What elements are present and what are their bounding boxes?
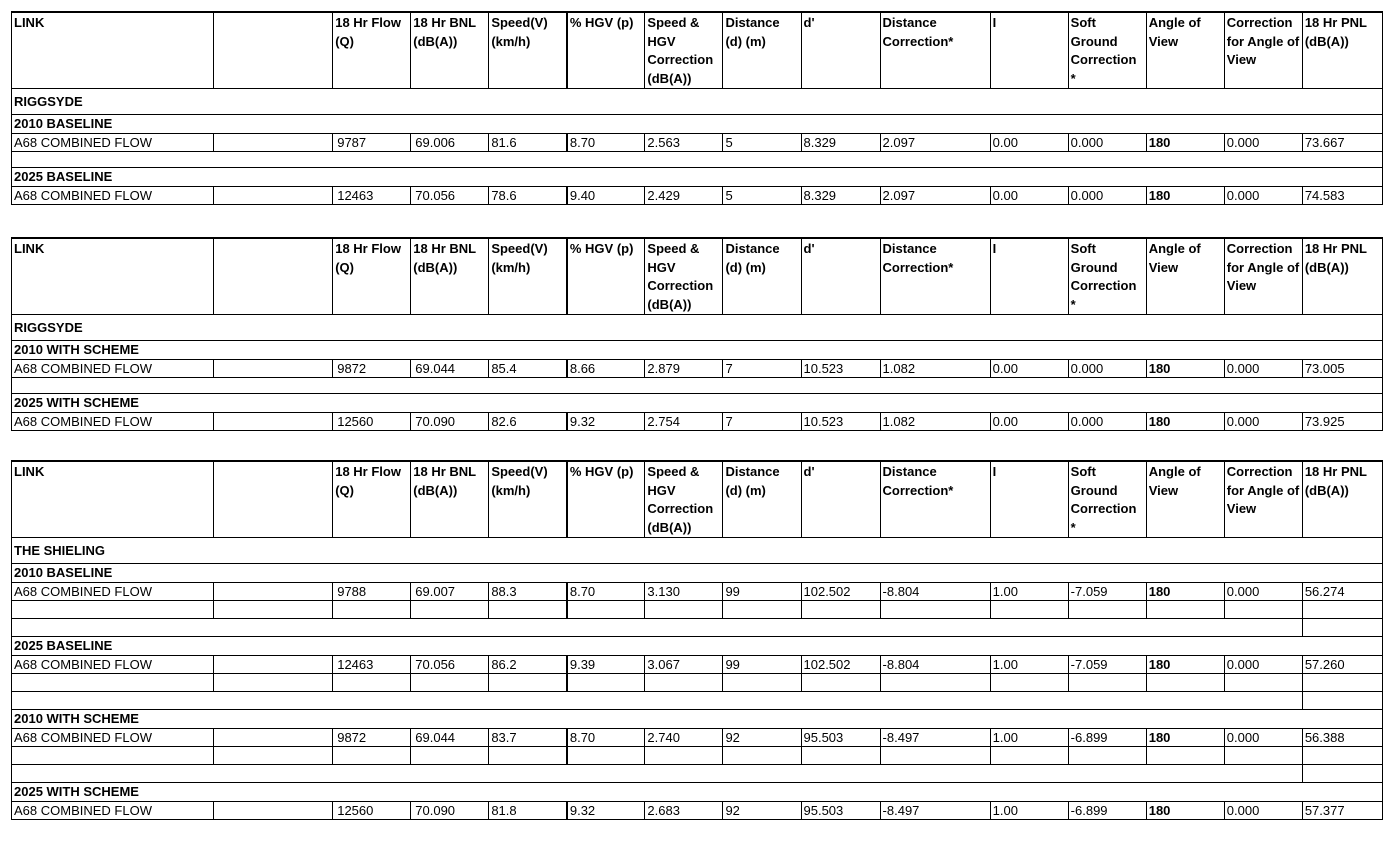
angle-value: 180 xyxy=(1146,729,1224,747)
angle-value: 180 xyxy=(1146,187,1224,205)
empty-cell xyxy=(645,601,723,619)
pnl-value: 56.388 xyxy=(1302,729,1382,747)
group-row xyxy=(12,637,1383,656)
d-prime-value: 10.523 xyxy=(801,360,880,378)
noise-table-3 xyxy=(11,460,1383,820)
col-header-angle-correction: Correction for Angle of View xyxy=(1224,461,1302,538)
distance-value: 92 xyxy=(723,729,801,747)
speed-hgv-correction-value: 3.130 xyxy=(645,583,723,601)
col-header-speed: Speed(V) (km/h) xyxy=(489,461,567,538)
group-title: 2025 BASELINE xyxy=(12,168,1383,187)
hgv-value: 9.40 xyxy=(567,187,645,205)
d-prime-value: 95.503 xyxy=(801,729,880,747)
i-value: 1.00 xyxy=(990,656,1068,674)
col-header-distance: Distance (d) (m) xyxy=(723,461,801,538)
distance-value: 5 xyxy=(723,134,801,152)
d-prime-value: 95.503 xyxy=(801,802,880,820)
col-header-pnl: 18 Hr PNL (dB(A)) xyxy=(1302,12,1382,89)
group-row xyxy=(12,710,1383,729)
col-header-hgv: % HGV (p) xyxy=(567,238,645,315)
table-row xyxy=(12,802,1383,820)
speed-hgv-correction-value: 3.067 xyxy=(645,656,723,674)
col-header-distance-correction: Distance Correction* xyxy=(880,461,990,538)
angle-value: 180 xyxy=(1146,802,1224,820)
col-header-bnl: 18 Hr BNL (dB(A)) xyxy=(411,12,489,89)
spacer-cell xyxy=(12,692,1303,710)
empty-cell xyxy=(723,747,801,765)
empty-cell xyxy=(801,601,880,619)
angle-correction-value: 0.000 xyxy=(1224,134,1302,152)
col-header-soft-ground: Soft Ground Correction * xyxy=(1068,12,1146,89)
flow-value: 12463 xyxy=(333,187,411,205)
angle-correction-value: 0.000 xyxy=(1224,583,1302,601)
group-row xyxy=(12,168,1383,187)
angle-correction-value: 0.000 xyxy=(1224,413,1302,431)
empty-cell xyxy=(880,601,990,619)
distance-correction-value: -8.497 xyxy=(880,729,990,747)
empty-cell xyxy=(489,601,567,619)
soft-ground-value: 0.000 xyxy=(1068,413,1146,431)
speed-hgv-correction-value: 2.683 xyxy=(645,802,723,820)
empty-cell xyxy=(990,747,1068,765)
empty-cell xyxy=(801,747,880,765)
speed-value: 78.6 xyxy=(489,187,567,205)
speed-value: 81.6 xyxy=(489,134,567,152)
empty-cell xyxy=(411,674,489,692)
spacer-cell xyxy=(12,619,1303,637)
header-row xyxy=(12,12,1383,89)
link-name: A68 COMBINED FLOW xyxy=(12,187,214,205)
i-value: 1.00 xyxy=(990,802,1068,820)
empty-cell xyxy=(1146,747,1224,765)
blank-cell xyxy=(214,802,333,820)
empty-cell xyxy=(880,747,990,765)
distance-correction-value: -8.497 xyxy=(880,802,990,820)
empty-cell xyxy=(333,747,411,765)
col-header-bnl: 18 Hr BNL (dB(A)) xyxy=(411,238,489,315)
section-row xyxy=(12,538,1383,564)
hgv-value: 8.70 xyxy=(567,729,645,747)
distance-correction-value: -8.804 xyxy=(880,583,990,601)
spacer-cell xyxy=(1302,692,1382,710)
empty-cell xyxy=(645,747,723,765)
blank-cell xyxy=(214,360,333,378)
blank-cell xyxy=(214,134,333,152)
angle-value: 180 xyxy=(1146,583,1224,601)
pnl-value: 73.925 xyxy=(1302,413,1382,431)
empty-cell xyxy=(1302,747,1382,765)
table-row xyxy=(12,656,1383,674)
angle-value: 180 xyxy=(1146,413,1224,431)
distance-value: 99 xyxy=(723,583,801,601)
col-header-distance: Distance (d) (m) xyxy=(723,12,801,89)
col-header-hgv: % HGV (p) xyxy=(567,12,645,89)
distance-value: 5 xyxy=(723,187,801,205)
soft-ground-value: 0.000 xyxy=(1068,134,1146,152)
empty-cell xyxy=(990,674,1068,692)
col-header-speed-hgv-correction: Speed & HGV Correction (dB(A)) xyxy=(645,12,723,89)
spacer-row xyxy=(12,692,1383,710)
col-header-pnl: 18 Hr PNL (dB(A)) xyxy=(1302,461,1382,538)
link-name: A68 COMBINED FLOW xyxy=(12,413,214,431)
col-header-angle-correction: Correction for Angle of View xyxy=(1224,12,1302,89)
i-value: 1.00 xyxy=(990,583,1068,601)
col-header-angle: Angle of View xyxy=(1146,12,1224,89)
flow-value: 9788 xyxy=(333,583,411,601)
col-header-soft-ground: Soft Ground Correction * xyxy=(1068,238,1146,315)
distance-value: 92 xyxy=(723,802,801,820)
link-name: A68 COMBINED FLOW xyxy=(12,802,214,820)
col-header-blank xyxy=(214,238,333,315)
section-title: RIGGSYDE xyxy=(12,89,1383,115)
pnl-value: 73.667 xyxy=(1302,134,1382,152)
bnl-value: 70.090 xyxy=(411,802,489,820)
bnl-value: 69.044 xyxy=(411,729,489,747)
hgv-value: 8.70 xyxy=(567,134,645,152)
section-row xyxy=(12,315,1383,341)
bnl-value: 69.006 xyxy=(411,134,489,152)
col-header-link: LINK xyxy=(12,238,214,315)
speed-hgv-correction-value: 2.429 xyxy=(645,187,723,205)
pnl-value: 73.005 xyxy=(1302,360,1382,378)
pnl-value: 74.583 xyxy=(1302,187,1382,205)
d-prime-value: 8.329 xyxy=(801,187,880,205)
flow-value: 9872 xyxy=(333,360,411,378)
angle-correction-value: 0.000 xyxy=(1224,360,1302,378)
empty-cell xyxy=(333,601,411,619)
empty-cell xyxy=(214,747,333,765)
i-value: 0.00 xyxy=(990,187,1068,205)
col-header-bnl: 18 Hr BNL (dB(A)) xyxy=(411,461,489,538)
empty-cell xyxy=(1146,674,1224,692)
empty-cell xyxy=(214,601,333,619)
table-row xyxy=(12,187,1383,205)
blank-cell xyxy=(214,187,333,205)
empty-cell xyxy=(723,601,801,619)
section-title: RIGGSYDE xyxy=(12,315,1383,341)
angle-correction-value: 0.000 xyxy=(1224,656,1302,674)
link-name: A68 COMBINED FLOW xyxy=(12,656,214,674)
header-row xyxy=(12,461,1383,538)
soft-ground-value: -7.059 xyxy=(1068,656,1146,674)
soft-ground-value: -6.899 xyxy=(1068,802,1146,820)
i-value: 0.00 xyxy=(990,360,1068,378)
col-header-link: LINK xyxy=(12,461,214,538)
col-header-speed-hgv-correction: Speed & HGV Correction (dB(A)) xyxy=(645,461,723,538)
d-prime-value: 10.523 xyxy=(801,413,880,431)
empty-row xyxy=(12,601,1383,619)
d-prime-value: 102.502 xyxy=(801,583,880,601)
section-title: THE SHIELING xyxy=(12,538,1383,564)
hgv-value: 8.66 xyxy=(567,360,645,378)
col-header-d-prime: d' xyxy=(801,12,880,89)
d-prime-value: 8.329 xyxy=(801,134,880,152)
col-header-flow: 18 Hr Flow (Q) xyxy=(333,238,411,315)
col-header-i: I xyxy=(990,238,1068,315)
group-title: 2010 WITH SCHEME xyxy=(12,341,1383,360)
table-row xyxy=(12,360,1383,378)
spacer-row xyxy=(12,152,1383,168)
empty-cell xyxy=(411,601,489,619)
angle-value: 180 xyxy=(1146,134,1224,152)
col-header-speed: Speed(V) (km/h) xyxy=(489,12,567,89)
group-title: 2025 WITH SCHEME xyxy=(12,394,1383,413)
soft-ground-value: 0.000 xyxy=(1068,360,1146,378)
empty-cell xyxy=(990,601,1068,619)
col-header-blank xyxy=(214,461,333,538)
angle-correction-value: 0.000 xyxy=(1224,729,1302,747)
spacer-cell xyxy=(12,765,1303,783)
distance-value: 99 xyxy=(723,656,801,674)
table-row xyxy=(12,583,1383,601)
link-name: A68 COMBINED FLOW xyxy=(12,583,214,601)
pnl-value: 57.377 xyxy=(1302,802,1382,820)
speed-value: 81.8 xyxy=(489,802,567,820)
col-header-flow: 18 Hr Flow (Q) xyxy=(333,12,411,89)
angle-value: 180 xyxy=(1146,656,1224,674)
col-header-d-prime: d' xyxy=(801,238,880,315)
speed-hgv-correction-value: 2.740 xyxy=(645,729,723,747)
soft-ground-value: -6.899 xyxy=(1068,729,1146,747)
distance-correction-value: 2.097 xyxy=(880,134,990,152)
bnl-value: 69.044 xyxy=(411,360,489,378)
pnl-value: 57.260 xyxy=(1302,656,1382,674)
i-value: 0.00 xyxy=(990,413,1068,431)
group-title: 2010 BASELINE xyxy=(12,115,1383,134)
group-row xyxy=(12,394,1383,413)
distance-value: 7 xyxy=(723,413,801,431)
col-header-angle: Angle of View xyxy=(1146,238,1224,315)
empty-cell xyxy=(1224,601,1302,619)
empty-cell xyxy=(1068,747,1146,765)
hgv-value: 9.32 xyxy=(567,413,645,431)
group-row xyxy=(12,783,1383,802)
empty-cell xyxy=(880,674,990,692)
i-value: 0.00 xyxy=(990,134,1068,152)
table-row xyxy=(12,134,1383,152)
empty-cell xyxy=(1224,674,1302,692)
distance-correction-value: -8.804 xyxy=(880,656,990,674)
blank-cell xyxy=(214,656,333,674)
flow-value: 9872 xyxy=(333,729,411,747)
col-header-i: I xyxy=(990,12,1068,89)
blank-cell xyxy=(214,729,333,747)
empty-cell xyxy=(411,747,489,765)
group-title: 2010 WITH SCHEME xyxy=(12,710,1383,729)
speed-hgv-correction-value: 2.754 xyxy=(645,413,723,431)
col-header-distance-correction: Distance Correction* xyxy=(880,238,990,315)
empty-cell xyxy=(214,674,333,692)
speed-value: 85.4 xyxy=(489,360,567,378)
empty-cell xyxy=(1068,601,1146,619)
spacer-cell xyxy=(1302,765,1382,783)
col-header-speed-hgv-correction: Speed & HGV Correction (dB(A)) xyxy=(645,238,723,315)
empty-cell xyxy=(489,747,567,765)
soft-ground-value: -7.059 xyxy=(1068,583,1146,601)
spacer-row xyxy=(12,378,1383,394)
group-row xyxy=(12,341,1383,360)
link-name: A68 COMBINED FLOW xyxy=(12,134,214,152)
col-header-i: I xyxy=(990,461,1068,538)
distance-correction-value: 2.097 xyxy=(880,187,990,205)
spacer-row xyxy=(12,765,1383,783)
empty-cell xyxy=(12,747,214,765)
speed-value: 82.6 xyxy=(489,413,567,431)
group-title: 2025 BASELINE xyxy=(12,637,1383,656)
table-row xyxy=(12,413,1383,431)
empty-cell xyxy=(1302,601,1382,619)
spacer-cell xyxy=(12,152,1383,168)
col-header-flow: 18 Hr Flow (Q) xyxy=(333,461,411,538)
section-row xyxy=(12,89,1383,115)
speed-value: 88.3 xyxy=(489,583,567,601)
empty-cell xyxy=(489,674,567,692)
distance-correction-value: 1.082 xyxy=(880,360,990,378)
pnl-value: 56.274 xyxy=(1302,583,1382,601)
spacer-cell xyxy=(12,378,1383,394)
col-header-blank xyxy=(214,12,333,89)
empty-row xyxy=(12,674,1383,692)
col-header-soft-ground: Soft Ground Correction * xyxy=(1068,461,1146,538)
empty-cell xyxy=(1068,674,1146,692)
link-name: A68 COMBINED FLOW xyxy=(12,729,214,747)
empty-cell xyxy=(12,601,214,619)
col-header-distance-correction: Distance Correction* xyxy=(880,12,990,89)
bnl-value: 70.056 xyxy=(411,656,489,674)
col-header-speed: Speed(V) (km/h) xyxy=(489,238,567,315)
d-prime-value: 102.502 xyxy=(801,656,880,674)
speed-hgv-correction-value: 2.563 xyxy=(645,134,723,152)
bnl-value: 70.056 xyxy=(411,187,489,205)
empty-cell xyxy=(333,674,411,692)
spacer-cell xyxy=(1302,619,1382,637)
link-name: A68 COMBINED FLOW xyxy=(12,360,214,378)
flow-value: 12560 xyxy=(333,802,411,820)
flow-value: 12560 xyxy=(333,413,411,431)
col-header-link: LINK xyxy=(12,12,214,89)
angle-correction-value: 0.000 xyxy=(1224,187,1302,205)
blank-cell xyxy=(214,583,333,601)
group-row xyxy=(12,115,1383,134)
col-header-angle: Angle of View xyxy=(1146,461,1224,538)
empty-cell xyxy=(645,674,723,692)
soft-ground-value: 0.000 xyxy=(1068,187,1146,205)
empty-cell xyxy=(1302,674,1382,692)
empty-cell xyxy=(1146,601,1224,619)
noise-table-2 xyxy=(11,237,1383,431)
speed-value: 86.2 xyxy=(489,656,567,674)
group-row xyxy=(12,564,1383,583)
speed-value: 83.7 xyxy=(489,729,567,747)
i-value: 1.00 xyxy=(990,729,1068,747)
spacer-row xyxy=(12,619,1383,637)
empty-cell xyxy=(723,674,801,692)
col-header-distance: Distance (d) (m) xyxy=(723,238,801,315)
hgv-value: 8.70 xyxy=(567,583,645,601)
bnl-value: 69.007 xyxy=(411,583,489,601)
distance-correction-value: 1.082 xyxy=(880,413,990,431)
col-header-hgv: % HGV (p) xyxy=(567,461,645,538)
table-row xyxy=(12,729,1383,747)
angle-value: 180 xyxy=(1146,360,1224,378)
empty-cell xyxy=(567,601,645,619)
angle-correction-value: 0.000 xyxy=(1224,802,1302,820)
distance-value: 7 xyxy=(723,360,801,378)
col-header-d-prime: d' xyxy=(801,461,880,538)
col-header-pnl: 18 Hr PNL (dB(A)) xyxy=(1302,238,1382,315)
empty-cell xyxy=(1224,747,1302,765)
flow-value: 9787 xyxy=(333,134,411,152)
speed-hgv-correction-value: 2.879 xyxy=(645,360,723,378)
header-row xyxy=(12,238,1383,315)
empty-cell xyxy=(12,674,214,692)
empty-row xyxy=(12,747,1383,765)
bnl-value: 70.090 xyxy=(411,413,489,431)
blank-cell xyxy=(214,413,333,431)
flow-value: 12463 xyxy=(333,656,411,674)
empty-cell xyxy=(801,674,880,692)
hgv-value: 9.32 xyxy=(567,802,645,820)
col-header-angle-correction: Correction for Angle of View xyxy=(1224,238,1302,315)
group-title: 2010 BASELINE xyxy=(12,564,1383,583)
noise-table-1 xyxy=(11,11,1383,205)
empty-cell xyxy=(567,747,645,765)
group-title: 2025 WITH SCHEME xyxy=(12,783,1383,802)
hgv-value: 9.39 xyxy=(567,656,645,674)
empty-cell xyxy=(567,674,645,692)
